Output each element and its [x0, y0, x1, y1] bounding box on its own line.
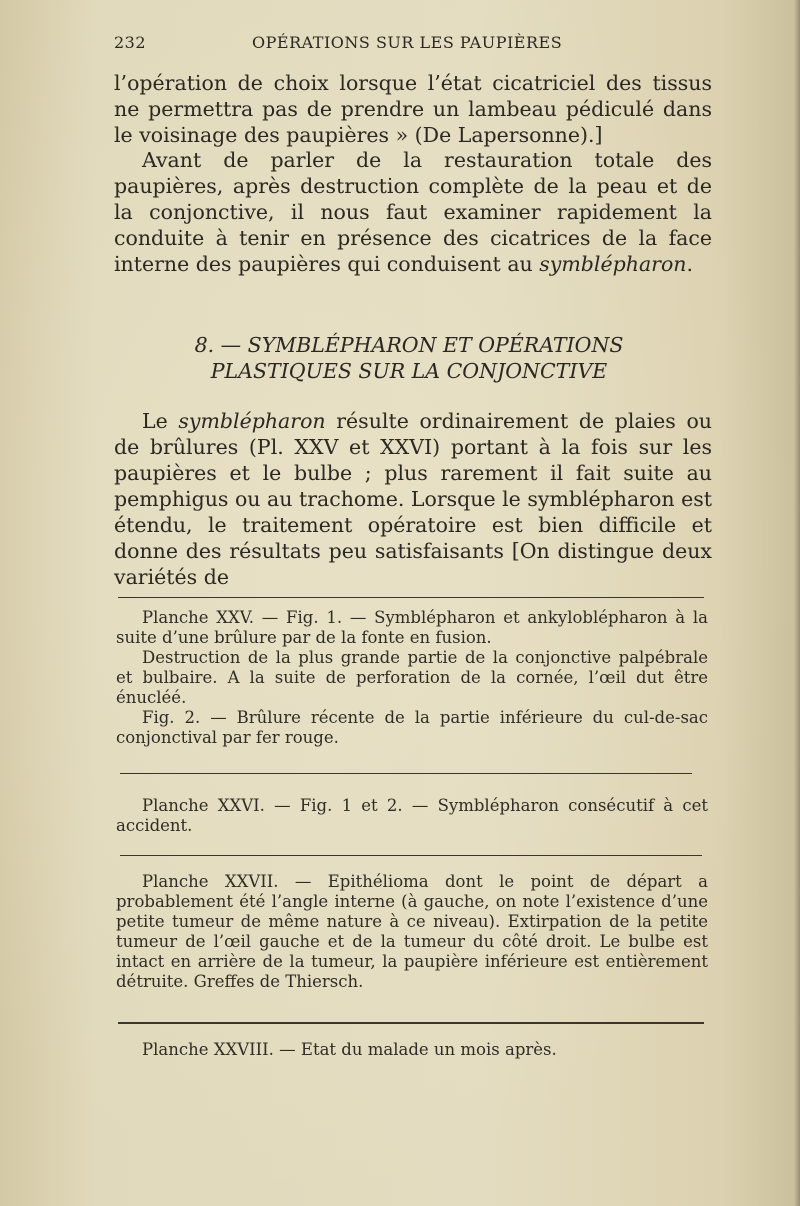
divider-rule [118, 1022, 704, 1024]
caption-xxv-fig1: Planche XXV. — Fig. 1. — Symblépharon et ankyloblépharon à la suite d’une brûlure par de la fonte en fusion. [116, 608, 708, 647]
paragraph-1: l’opération de choix lorsque l’état cicatriciel des tissus ne permettra pas de prendre un lambeau pédiculé dans le voisinage des paupières » (De Lapersonne).] [114, 71, 712, 147]
running-head: OPÉRATIONS SUR LES PAUPIÈRES [252, 33, 563, 52]
divider-rule [118, 597, 704, 598]
page-number: 232 [114, 33, 147, 52]
caption-planche-xxvi [116, 796, 708, 836]
paragraph-2-end: . [686, 252, 694, 276]
term-symblepharon-2: symblépharon [178, 409, 326, 433]
paragraph-2-start: Avant de parler de la restauration totale des paupières, après destruction complète de la peau et de la conjonctive, il nous faut examiner rapidement la conduite à tenir en présence des cicatrices de la face interne des paupières qui conduisent au [114, 148, 712, 276]
caption-xxv-fig2: Fig. 2. — Brûlure récente de la partie inférieure du cul-de-sac conjonctival par fer rouge. [116, 708, 708, 747]
page-edge-shadow [794, 0, 800, 1206]
caption-xxv-fig1-description: Destruction de la plus grande partie de la conjonctive palpébrale et bulbaire. A la suite de perforation de la cornée, l’œil dut être énucléé. [116, 648, 708, 707]
page-header [114, 33, 704, 57]
paragraph-3 [114, 408, 712, 590]
term-symblepharon: symblépharon [539, 252, 687, 276]
caption-xxvi: Planche XXVI. — Fig. 1 et 2. — Symblépharon consécutif à cet accident. [116, 796, 708, 835]
section-title [114, 332, 704, 384]
paragraph-3-end: résulte ordinairement de plaies ou de brûlures (Pl. XXV et XXVI) portant à la fois sur les paupières et le bulbe ; plus rarement il fait suite au pemphigus ou au trachome. Lorsque le symblépharon est étendu, le traitement opératoire est bien difficile et donne des résultats peu satisfaisants [On distingue deux variétés de [114, 409, 712, 589]
section-title-line-2: PLASTIQUES SUR LA CONJONCTIVE [210, 359, 608, 383]
paragraph-3-start: Le [142, 409, 179, 433]
paragraph-2 [114, 147, 712, 277]
section-title-line-1: 8. — SYMBLÉPHARON ET OPÉRATIONS [194, 333, 624, 357]
caption-xxvii: Planche XXVII. — Epithélioma dont le point de départ a probablement été l’angle interne (à gauche, on note l’existence d’une petite tumeur de même nature à ce niveau). Extirpation de la petite tumeur de l’œil gauche et de la tumeur du côté droit. Le bulbe est intact en arrière de la tumeur, la paupière inférieure est entièrement détruite. Greffes de Thiersch. [116, 872, 708, 991]
divider-rule [120, 773, 692, 774]
caption-planche-xxvii [116, 872, 708, 992]
caption-planche-xxviii [116, 1040, 708, 1060]
divider-rule [120, 855, 702, 856]
caption-planche-xxv [116, 608, 708, 748]
caption-xxviii: Planche XXVIII. — Etat du malade un mois après. [142, 1040, 557, 1059]
